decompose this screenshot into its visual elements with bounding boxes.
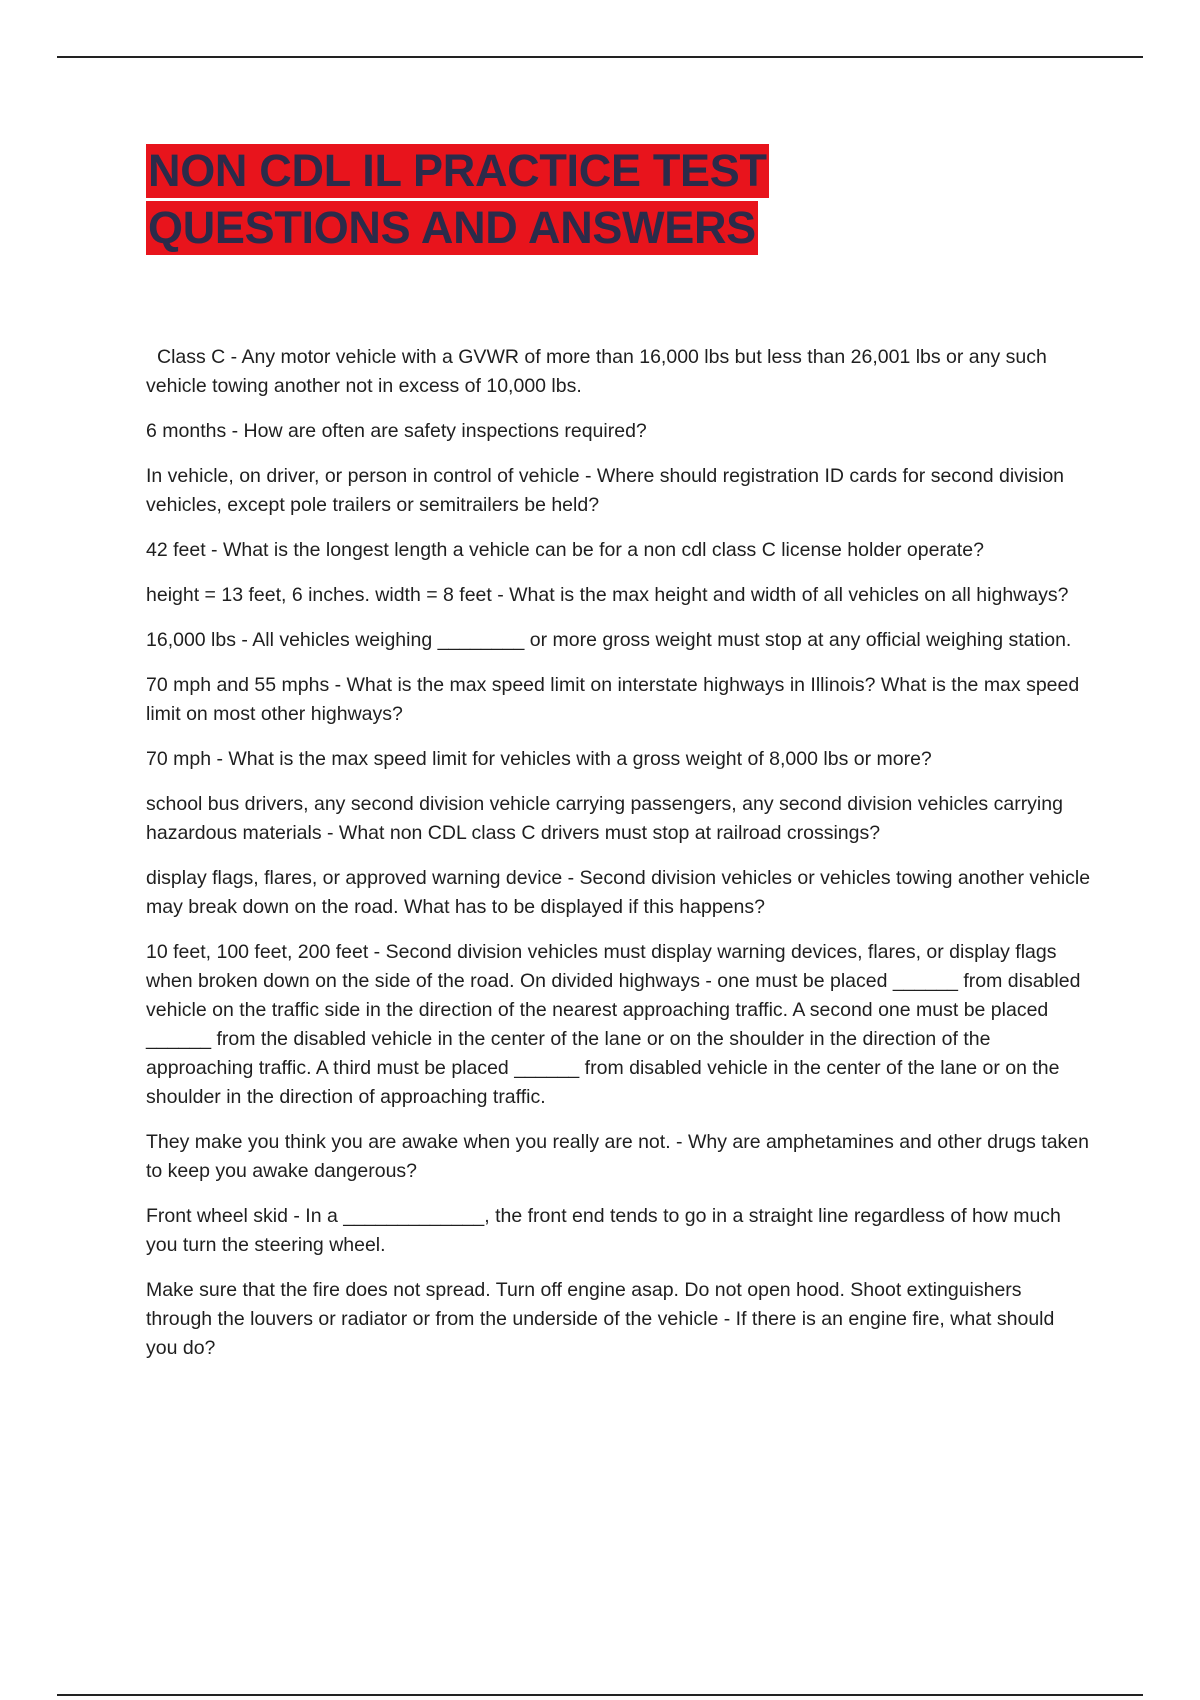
qa-entry: display flags, flares, or approved warning device - Second division vehicles or vehicles towing another vehicle may break down on the road. What has to be displayed if this happens?	[146, 867, 1091, 918]
qa-entry: 70 mph - What is the max speed limit for vehicles with a gross weight of 8,000 lbs or more?	[146, 748, 932, 770]
document-title	[146, 144, 946, 258]
qa-entry: They make you think you are awake when you really are not. - Why are amphetamines and other drugs taken to keep you awake dangerous?	[146, 1131, 1089, 1182]
qa-entry: 16,000 lbs - All vehicles weighing ________ or more gross weight must stop at any official weighing station.	[146, 629, 1072, 651]
qa-entry: Front wheel skid - In a _____________, the front end tends to go in a straight line regardless of how much you turn the steering wheel.	[146, 1205, 1061, 1256]
footer-rule	[57, 1694, 1143, 1696]
qa-list	[146, 343, 1091, 1379]
title-line-2: QUESTIONS AND ANSWERS	[148, 202, 756, 253]
qa-entry: In vehicle, on driver, or person in control of vehicle - Where should registration ID cards for second division vehicles, except pole trailers or semitrailers be held?	[146, 465, 1065, 516]
title-line-1: NON CDL IL PRACTICE TEST	[148, 145, 767, 196]
qa-entry: Class C - Any motor vehicle with a GVWR of more than 16,000 lbs but less than 26,001 lbs or any such vehicle towing another not in excess of 10,000 lbs.	[146, 346, 1047, 397]
qa-entry: 10 feet, 100 feet, 200 feet - Second division vehicles must display warning devices, flares, or display flags when broken down on the side of the road. On divided highways - one must be placed ______ from disabled vehicle on the traffic side in the direction of the nearest approaching traffic. A second one must be placed ______ from the disabled vehicle in the center of the lane or on the shoulder in the direction of the approaching traffic. A third must be placed ______ from disabled vehicle in the center of the lane or on the shoulder in the direction of approaching traffic.	[146, 941, 1081, 1108]
header-rule	[57, 56, 1143, 58]
qa-entry: height = 13 feet, 6 inches. width = 8 feet - What is the max height and width of all vehicles on all highways?	[146, 584, 1069, 606]
qa-entry: school bus drivers, any second division vehicle carrying passengers, any second division vehicles carrying hazardous materials - What non CDL class C drivers must stop at railroad crossings?	[146, 793, 1063, 844]
qa-entry: Make sure that the fire does not spread. Turn off engine asap. Do not open hood. Shoot extinguishers through the louvers or radiator or from the underside of the vehicle - If there is an engine fire, what should you do?	[146, 1279, 1055, 1359]
qa-entry: 42 feet - What is the longest length a vehicle can be for a non cdl class C license holder operate?	[146, 539, 984, 561]
qa-entry: 6 months - How are often are safety inspections required?	[146, 420, 647, 442]
qa-entry: 70 mph and 55 mphs - What is the max speed limit on interstate highways in Illinois? What is the max speed limit on most other highways?	[146, 674, 1080, 725]
